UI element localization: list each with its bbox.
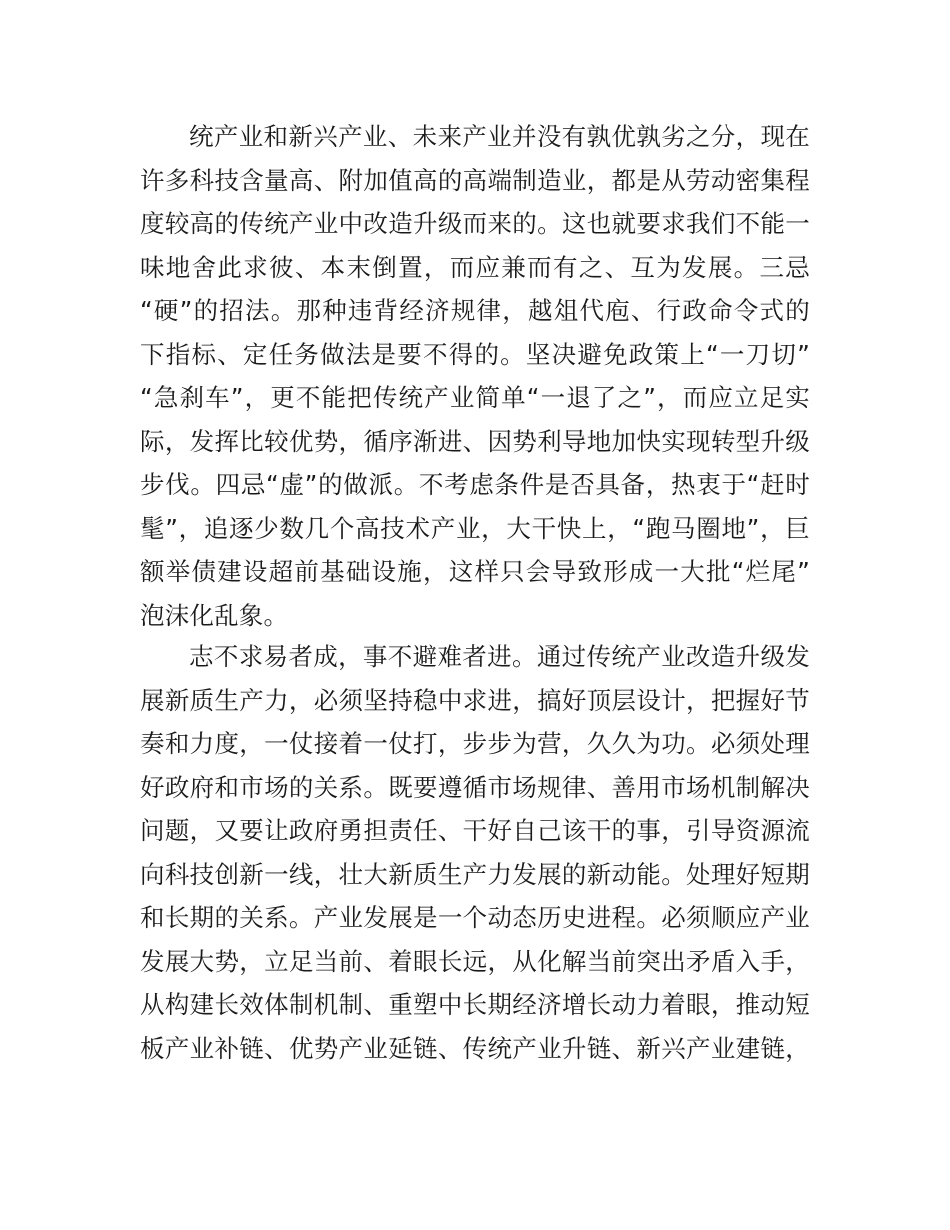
paragraph-line: 许多科技含量高、附加值高的高端制造业，都是从劳动密集程 (140, 165, 810, 195)
paragraph-line: 向科技创新一线，壮大新质生产力发展的新动能。处理好短期 (140, 859, 810, 889)
paragraph-2 (140, 635, 810, 1070)
paragraph-line: 奏和力度，一仗接着一仗打，步步为营，久久为功。必须处理 (140, 729, 810, 758)
paragraph-line: 发展大势，立足当前、着眼长远，从化解当前突出矛盾入手， (140, 946, 810, 976)
paragraph-line: 步伐。四忌“虚”的做派。不考虑条件是否具备，热衷于“赶时 (140, 470, 810, 499)
paragraph-1 (140, 115, 810, 637)
paragraph-line: 统产业和新兴产业、未来产业并没有孰优孰劣之分，现在 (189, 122, 810, 151)
paragraph-line: 度较高的传统产业中改造升级而来的。这也就要求我们不能一 (140, 209, 810, 238)
paragraph-line: 展新质生产力，必须坚持稳中求进，搞好顶层设计，把握好节 (140, 685, 810, 715)
paragraph-line: 问题，又要让政府勇担责任、干好自己该干的事，引导资源流 (140, 816, 810, 845)
paragraph-line: 好政府和市场的关系。既要遵循市场规律、善用市场机制解决 (140, 772, 810, 802)
paragraph-line: 志不求易者成，事不避难者进。通过传统产业改造升级发 (189, 642, 810, 671)
paragraph-line: 下指标、定任务做法是要不得的。坚决避免政策上“一刀切” (140, 339, 810, 369)
paragraph-line: 额举债建设超前基础设施，这样只会导致形成一大批“烂尾” (140, 557, 810, 586)
paragraph-line: 和长期的关系。产业发展是一个动态历史进程。必须顺应产业 (140, 903, 810, 932)
paragraph-line: 泡沫化乱象。 (140, 600, 289, 630)
paragraph-line: 际，发挥比较优势，循序渐进、因势利导地加快实现转型升级 (140, 426, 810, 456)
paragraph-line: 味地舍此求彼、本末倒置，而应兼而有之、互为发展。三忌 (140, 252, 810, 282)
paragraph-line: “急刹车”，更不能把传统产业简单“一退了之”，而应立足实 (140, 383, 810, 412)
paragraph-line: 板产业补链、优势产业延链、传统产业升链、新兴产业建链， (140, 1033, 810, 1063)
paragraph-line: “硬”的招法。那种违背经济规律，越俎代庖、行政命令式的 (140, 296, 810, 325)
paragraph-line: 髦”，追逐少数几个高技术产业，大干快上，“跑马圈地”，巨 (140, 513, 810, 543)
paragraph-line: 从构建长效体制机制、重塑中长期经济增长动力着眼，推动短 (140, 990, 810, 1019)
